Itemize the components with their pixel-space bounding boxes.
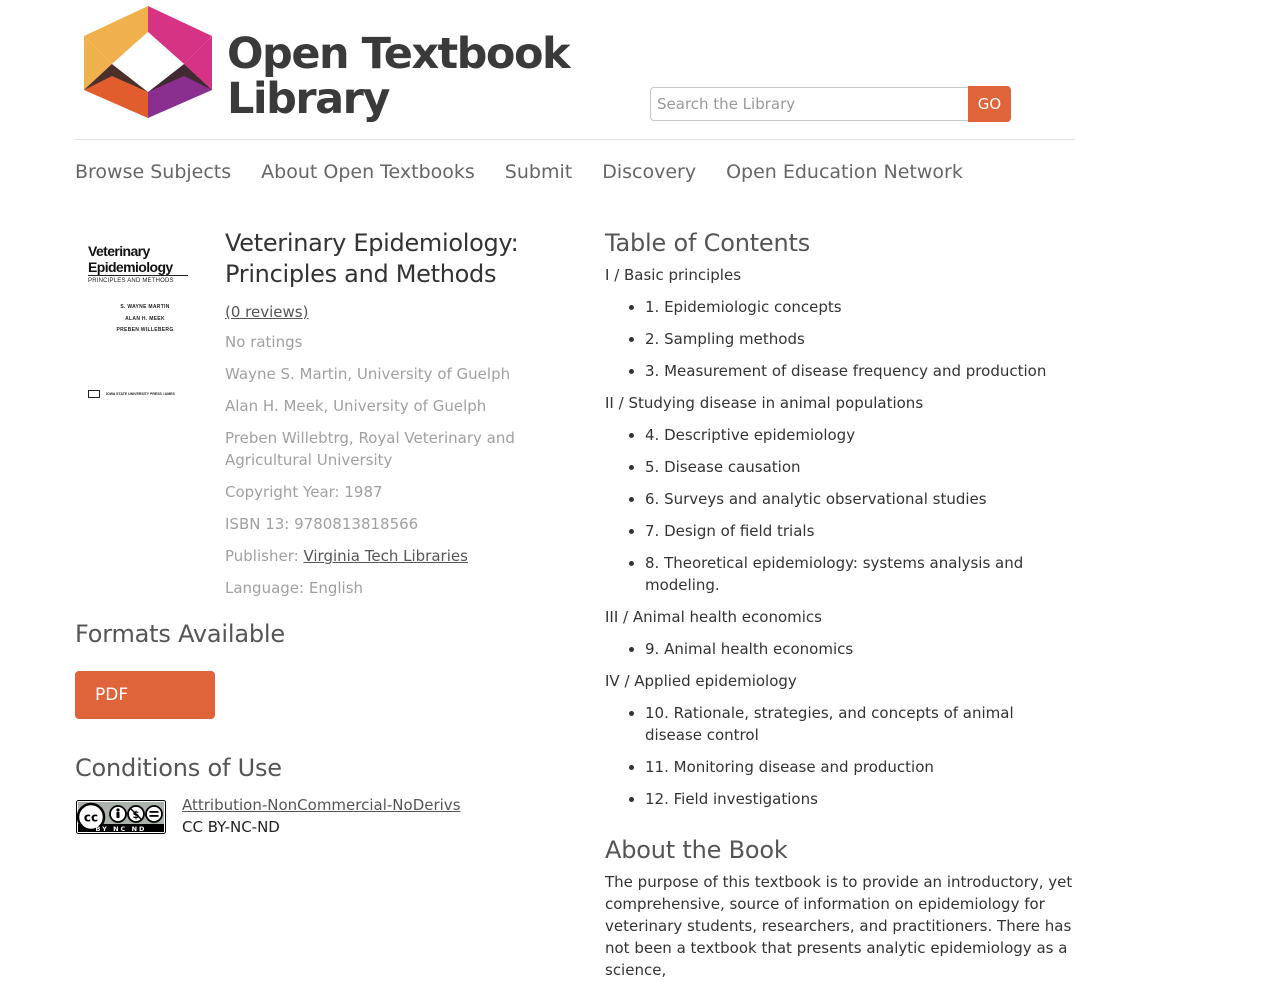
site-title-line2: Library: [227, 74, 389, 124]
reviews-link[interactable]: (0 reviews): [225, 303, 309, 321]
toc-chapter: • 11. Monitoring disease and production: [645, 756, 1075, 778]
isbn: ISBN 13: 9780813818566: [225, 515, 419, 533]
author-3: Preben Willebtrg, Royal Veterinary and Agricultural University: [225, 429, 515, 469]
toc-chapter-list: [605, 296, 1075, 382]
book-info: [225, 228, 555, 599]
cover-title-line1: Veterinary: [88, 243, 150, 259]
about-text: The purpose of this textbook is to provide an introductory, yet comprehensive, source of information on epidemiology for veterinary students, researchers, and practitioners. There has not been a textbook that presents analytic epidemiology as a science,: [605, 873, 1073, 979]
toc-heading: Table of Contents: [605, 229, 811, 257]
cc-badge-text: BY NC ND: [95, 825, 147, 833]
cover-title-line2: Epidemiology: [88, 259, 173, 275]
site-title-line1: Open Textbook: [227, 29, 570, 79]
toc-chapter: • 3. Measurement of disease frequency and production: [645, 360, 1075, 382]
author-1: Wayne S. Martin, University of Guelph: [225, 365, 511, 383]
cc-license-badge-icon[interactable]: [76, 800, 166, 834]
toc-chapter-list: [605, 702, 1075, 810]
nav-open-education-network[interactable]: Open Education Network: [726, 161, 963, 183]
toc-chapter: • 8. Theoretical epidemiology: systems analysis and modeling.: [645, 552, 1075, 596]
cover-author-2: ALAN H. MEEK: [125, 316, 165, 322]
toc-chapter: • 10. Rationale, strategies, and concepts of animal disease control: [645, 702, 1075, 746]
publisher: [225, 545, 555, 567]
toc-chapter: • 6. Surveys and analytic observational studies: [645, 488, 1075, 510]
conditions-heading: Conditions of Use: [75, 754, 282, 782]
toc-chapter: • 9. Animal health economics: [645, 638, 1075, 660]
toc-part: IV / Applied epidemiology: [605, 672, 797, 690]
site-title[interactable]: [227, 29, 570, 124]
nav-discovery[interactable]: Discovery: [602, 161, 697, 183]
about-heading: About the Book: [605, 836, 788, 864]
about-the-book: [605, 835, 1080, 981]
cover-publisher: IOWA STATE UNIVERSITY PRESS / AMES: [106, 392, 175, 396]
toc-part: III / Animal health economics: [605, 608, 822, 626]
toc-chapter-list: [605, 424, 1075, 596]
pdf-download-button[interactable]: PDF: [75, 671, 215, 719]
open-textbook-library-logo-icon[interactable]: [84, 6, 212, 118]
svg-text:$: $: [132, 810, 140, 821]
svg-text:cc: cc: [83, 810, 99, 825]
search-go-button[interactable]: GO: [968, 86, 1011, 122]
toc-chapter: • 5. Disease causation: [645, 456, 1075, 478]
cover-subtitle: PRINCIPLES AND METHODS: [88, 278, 174, 284]
nav-submit[interactable]: Submit: [504, 161, 573, 183]
toc-chapter-list: [605, 638, 1075, 660]
ratings: No ratings: [225, 333, 303, 351]
search-input[interactable]: [650, 87, 968, 121]
copyright-year: Copyright Year: 1987: [225, 483, 383, 501]
nav-browse-subjects[interactable]: Browse Subjects: [75, 161, 232, 183]
header-divider: [75, 139, 1075, 140]
toc-part: II / Studying disease in animal populations: [605, 394, 924, 412]
cover-rule: [88, 275, 188, 276]
cover-author-3: PREBEN WILLEBERG: [116, 327, 174, 333]
toc-chapter: • 7. Design of field trials: [645, 520, 1075, 542]
table-of-contents: [605, 228, 1075, 810]
formats-heading: Formats Available: [75, 620, 285, 648]
license-code: CC BY-NC-ND: [182, 818, 280, 836]
main-nav: [75, 161, 963, 183]
toc-chapter: • 4. Descriptive epidemiology: [645, 424, 1075, 446]
publisher-link[interactable]: Virginia Tech Libraries: [303, 547, 468, 565]
cover-author-1: S. WAYNE MARTIN: [120, 304, 170, 310]
publisher-label: Publisher:: [225, 547, 299, 565]
toc-part: I / Basic principles: [605, 266, 742, 284]
book-title: Veterinary Epidemiology: Principles and Methods: [225, 229, 519, 288]
toc-chapter: • 2. Sampling methods: [645, 328, 1075, 350]
toc-chapter: • 12. Field investigations: [645, 788, 1075, 810]
author-2: Alan H. Meek, University of Guelph: [225, 397, 487, 415]
cover-publisher-icon: [88, 390, 100, 398]
license-link[interactable]: Attribution-NonCommercial-NoDerivs: [182, 796, 461, 814]
nav-about-open-textbooks[interactable]: About Open Textbooks: [261, 161, 475, 183]
toc-chapter: • 1. Epidemiologic concepts: [645, 296, 1075, 318]
language: Language: English: [225, 579, 364, 597]
book-cover: [85, 240, 191, 406]
